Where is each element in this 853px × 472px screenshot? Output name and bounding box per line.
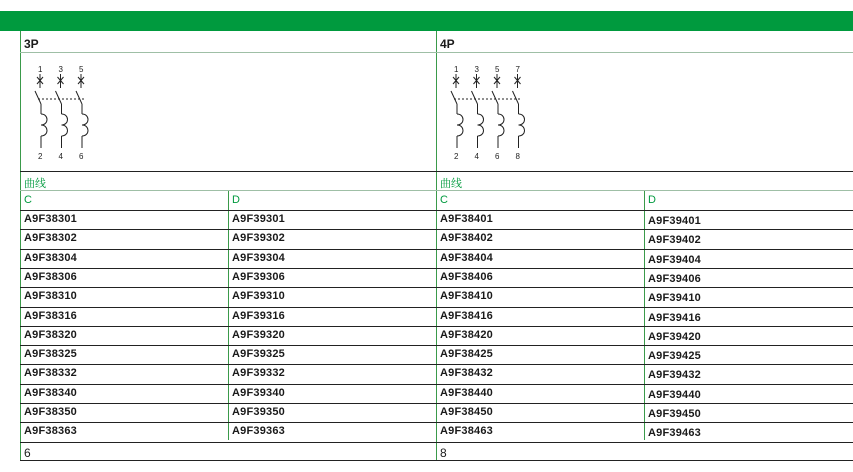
- table-row-line: [436, 287, 853, 288]
- product-code-c: A9F38350: [24, 406, 77, 418]
- product-code-d: A9F39340: [232, 386, 285, 399]
- table-bottom-line: [20, 460, 436, 461]
- product-code-d: A9F39450: [648, 408, 701, 420]
- poles-label: 3P: [24, 37, 39, 51]
- switch-blade: [513, 91, 519, 104]
- table-row-line: [436, 345, 853, 346]
- table-row-line: [20, 210, 436, 211]
- curve-top-line: [436, 171, 853, 172]
- product-code-c: A9F38363: [24, 425, 77, 438]
- terminal-label: 2: [38, 152, 43, 161]
- product-code-d: A9F39440: [648, 388, 701, 401]
- section-divider: [20, 31, 21, 460]
- terminal-label: 3: [58, 65, 63, 74]
- table-row-line: [20, 307, 436, 308]
- product-code-c: A9F38301: [24, 213, 77, 225]
- terminal-label: 5: [79, 65, 84, 74]
- wiring-diagram: [448, 64, 548, 164]
- product-code-c: A9F38325: [24, 348, 77, 361]
- product-code-d: A9F39316: [232, 309, 285, 322]
- section-divider: [436, 31, 437, 460]
- table-row-line: [436, 307, 853, 308]
- switch-blade: [56, 91, 62, 104]
- terminal-label: 1: [38, 65, 43, 74]
- poles-label: 4P: [440, 37, 455, 51]
- product-code-c: A9F38410: [440, 290, 493, 303]
- trip-coil: [457, 114, 463, 136]
- product-code-d: A9F39325: [232, 348, 285, 361]
- product-code-d: A9F39332: [232, 367, 285, 380]
- table-row-line: [20, 229, 436, 230]
- product-code-c: A9F38316: [24, 309, 77, 322]
- product-code-c: A9F38440: [440, 386, 493, 399]
- poles-underline: [436, 52, 853, 53]
- product-code-c: A9F38302: [24, 232, 77, 245]
- trip-coil: [41, 114, 47, 136]
- product-code-d: A9F39310: [232, 290, 285, 303]
- product-code-c: A9F38404: [440, 251, 493, 264]
- trip-coil: [478, 114, 484, 136]
- table-bottom-line: [436, 460, 853, 461]
- terminal-label: 6: [495, 152, 500, 161]
- table-row-line: [436, 384, 853, 385]
- trip-coil: [82, 114, 88, 136]
- product-code-d: A9F39304: [232, 251, 285, 264]
- product-code-d: A9F39425: [648, 350, 701, 363]
- terminal-label: 3: [474, 65, 479, 74]
- product-code-d: A9F39404: [648, 253, 701, 266]
- product-code-d: A9F39401: [648, 215, 701, 227]
- table-row-line: [436, 229, 853, 230]
- product-code-c: A9F38401: [440, 213, 493, 225]
- switch-blade: [472, 91, 478, 104]
- product-code-d: A9F39350: [232, 406, 285, 418]
- product-code-c: A9F38320: [24, 328, 77, 341]
- table-row-line: [20, 268, 436, 269]
- product-code-c: A9F38304: [24, 251, 77, 264]
- table-row-line: [20, 326, 436, 327]
- terminal-label: 2: [454, 152, 459, 161]
- curve-label: 曲线: [24, 178, 46, 190]
- table-row-line: [436, 326, 853, 327]
- footer-top-line: [20, 442, 436, 443]
- product-code-d: A9F39463: [648, 427, 701, 440]
- column-header-c: C: [24, 194, 32, 206]
- product-code-d: A9F39320: [232, 328, 285, 341]
- product-code-d: A9F39302: [232, 232, 285, 245]
- product-code-c: A9F38402: [440, 232, 493, 245]
- left-margin: [0, 31, 20, 472]
- table-row-line: [436, 268, 853, 269]
- terminal-label: 4: [474, 152, 479, 161]
- product-code-d: A9F39416: [648, 311, 701, 324]
- product-code-d: A9F39306: [232, 270, 285, 283]
- switch-blade: [35, 91, 41, 104]
- column-header-c: C: [440, 194, 448, 206]
- product-code-c: A9F38416: [440, 309, 493, 322]
- curve-label: 曲线: [440, 178, 462, 190]
- product-code-c: A9F38463: [440, 425, 493, 438]
- product-code-c: A9F38332: [24, 367, 77, 380]
- product-code-c: A9F38306: [24, 270, 77, 283]
- trip-coil: [498, 114, 504, 136]
- switch-blade: [492, 91, 498, 104]
- product-code-d: A9F39410: [648, 292, 701, 305]
- terminal-label: 8: [515, 152, 520, 161]
- product-code-c: A9F38432: [440, 367, 493, 380]
- product-code-d: A9F39363: [232, 425, 285, 438]
- poles-underline: [20, 52, 436, 53]
- switch-blade: [451, 91, 457, 104]
- product-code-d: A9F39432: [648, 369, 701, 382]
- pole-count: 6: [24, 445, 31, 460]
- product-code-c: A9F38450: [440, 406, 493, 418]
- product-code-d: A9F39406: [648, 272, 701, 285]
- header-bar: [0, 11, 853, 31]
- table-row-line: [436, 364, 853, 365]
- trip-coil: [62, 114, 68, 136]
- table-row-line: [436, 249, 853, 250]
- product-code-c: A9F38310: [24, 290, 77, 303]
- trip-coil: [519, 114, 525, 136]
- table-row-line: [20, 287, 436, 288]
- column-header-top: [20, 190, 436, 191]
- column-header-d: D: [648, 194, 656, 206]
- product-code-c: A9F38406: [440, 270, 493, 283]
- table-row-line: [20, 403, 436, 404]
- product-code-d: A9F39301: [232, 213, 285, 225]
- terminal-label: 4: [58, 152, 63, 161]
- table-row-line: [20, 345, 436, 346]
- column-header-top: [436, 190, 853, 191]
- footer-top-line: [436, 442, 853, 443]
- terminal-label: 5: [495, 65, 500, 74]
- product-code-d: A9F39402: [648, 234, 701, 247]
- product-code-d: A9F39420: [648, 330, 701, 343]
- table-row-line: [436, 210, 853, 211]
- wiring-diagram: [32, 64, 112, 164]
- table-row-line: [20, 249, 436, 250]
- pole-count: 8: [440, 445, 447, 460]
- product-code-c: A9F38425: [440, 348, 493, 361]
- column-header-d: D: [232, 194, 240, 206]
- table-row-line: [20, 422, 436, 423]
- product-code-c: A9F38340: [24, 386, 77, 399]
- switch-blade: [76, 91, 82, 104]
- table-row-line: [20, 384, 436, 385]
- terminal-label: 7: [515, 65, 520, 74]
- table-row-line: [20, 364, 436, 365]
- curve-top-line: [20, 171, 436, 172]
- product-code-c: A9F38420: [440, 328, 493, 341]
- terminal-label: 6: [79, 152, 84, 161]
- table-row-line: [436, 422, 853, 423]
- terminal-label: 1: [454, 65, 459, 74]
- table-row-line: [436, 403, 853, 404]
